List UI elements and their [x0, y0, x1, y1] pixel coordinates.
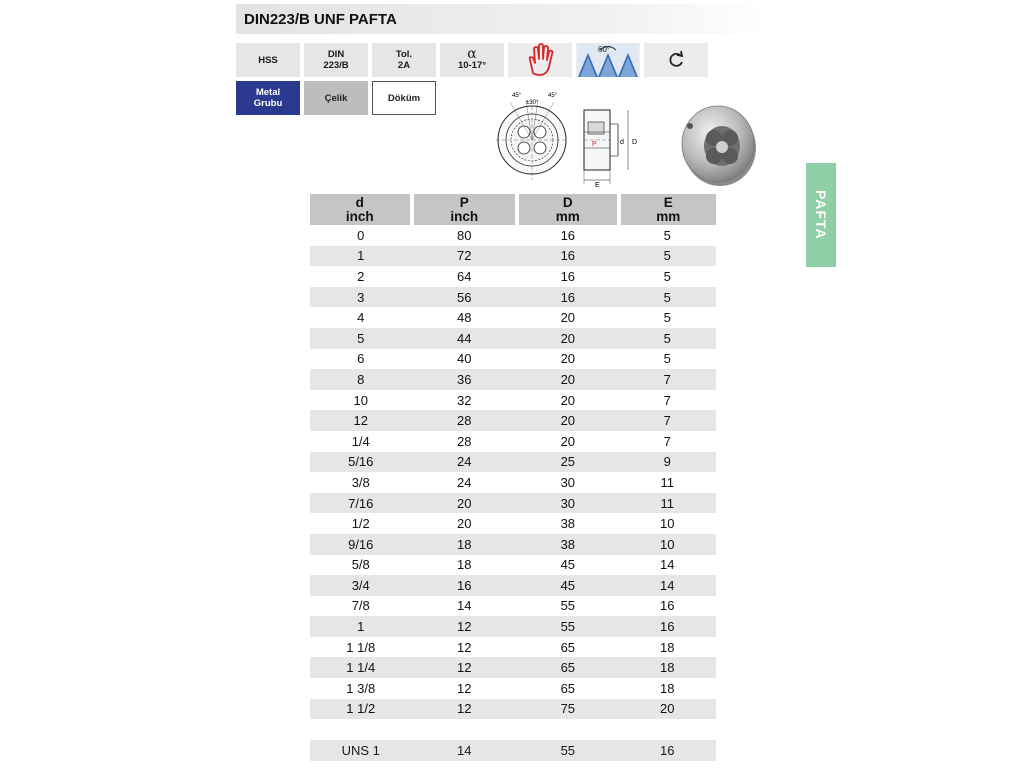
material-dokum — [372, 81, 436, 115]
header-e-label: E — [663, 194, 673, 210]
cell-p: 14 — [412, 596, 518, 617]
cell-p: 28 — [412, 431, 518, 452]
spec-tol-line2: 2A — [397, 60, 411, 71]
cell-big-d: 38 — [517, 534, 619, 555]
cell-p: 14 — [412, 740, 518, 761]
cell-p: 12 — [412, 699, 518, 720]
clockwise-rotation-icon — [666, 50, 686, 70]
spec-alpha — [440, 43, 504, 77]
cell-p: 20 — [412, 493, 518, 514]
cell-big-d: 16 — [517, 266, 619, 287]
cell-d: 1 — [310, 616, 412, 637]
cell-d: 5/16 — [310, 452, 412, 473]
cell-big-d: 65 — [517, 637, 619, 658]
cell-d: 1 1/8 — [310, 637, 412, 658]
cell-p: 40 — [412, 349, 518, 370]
cell-d: 1 3/8 — [310, 678, 412, 699]
cell-big-d: 20 — [517, 431, 619, 452]
header-p-unit: inch — [450, 208, 479, 224]
cell-e: 18 — [619, 678, 716, 699]
cell-big-d: 75 — [517, 699, 619, 720]
table-row-extra — [310, 740, 716, 761]
table-row — [310, 678, 716, 699]
drawing-label-d-big: D — [632, 139, 638, 146]
table-row — [310, 225, 716, 246]
alpha-value: 10-17° — [457, 60, 487, 71]
hand-icon — [523, 43, 557, 77]
table-row — [310, 246, 716, 267]
cell-e: 7 — [619, 390, 716, 411]
cell-big-d: 45 — [517, 555, 619, 576]
table-row — [310, 596, 716, 617]
cell-e: 7 — [619, 410, 716, 431]
table-row — [310, 699, 716, 720]
cell-p: 28 — [412, 410, 518, 431]
cell-e: 14 — [619, 555, 716, 576]
table-row — [310, 349, 716, 370]
cell-p: 56 — [412, 287, 518, 308]
cell-e: 9 — [619, 452, 716, 473]
cell-e: 14 — [619, 575, 716, 596]
drawing-label-e: E — [595, 182, 600, 188]
table-row — [310, 637, 716, 658]
cell-d: 7/8 — [310, 596, 412, 617]
header-p-label: P — [459, 194, 469, 210]
cell-d: 7/16 — [310, 493, 412, 514]
cell-e: 10 — [619, 513, 716, 534]
dimensions-table — [310, 194, 716, 719]
metal-line1: Metal — [255, 87, 281, 98]
cell-p: 24 — [412, 452, 518, 473]
table-row — [310, 390, 716, 411]
header-d-label: d — [355, 194, 364, 210]
cell-p: 12 — [412, 678, 518, 699]
cell-d: 2 — [310, 266, 412, 287]
cell-d: 5 — [310, 328, 412, 349]
cell-p: 48 — [412, 307, 518, 328]
spec-row — [236, 43, 708, 77]
spec-tol-line1: Tol. — [395, 49, 413, 60]
cell-d: 9/16 — [310, 534, 412, 555]
cell-e: 5 — [619, 349, 716, 370]
spec-material-label: HSS — [258, 54, 278, 66]
table-row — [310, 493, 716, 514]
cell-big-d: 16 — [517, 246, 619, 267]
table-row — [310, 431, 716, 452]
side-tab — [806, 163, 836, 267]
cell-big-d: 20 — [517, 390, 619, 411]
table-body — [310, 225, 716, 719]
table-row — [310, 410, 716, 431]
cell-big-d: 38 — [517, 513, 619, 534]
cell-p: 44 — [412, 328, 518, 349]
drawing-angle-right: 45° — [548, 93, 558, 99]
extra-table — [310, 740, 716, 761]
alpha-symbol: α — [467, 46, 477, 62]
cell-big-d: 45 — [517, 575, 619, 596]
cell-big-d: 20 — [517, 307, 619, 328]
die-product-photo — [678, 100, 758, 188]
cell-p: 20 — [412, 513, 518, 534]
cell-big-d: 30 — [517, 493, 619, 514]
cell-e: 16 — [619, 596, 716, 617]
table-row — [310, 555, 716, 576]
cell-big-d: 65 — [517, 657, 619, 678]
cell-e: 5 — [619, 287, 716, 308]
cell-d: UNS 1 — [310, 740, 412, 761]
table-row — [310, 472, 716, 493]
cell-e: 18 — [619, 637, 716, 658]
dokum-label: Döküm — [387, 92, 421, 104]
header-d-unit: inch — [345, 208, 374, 224]
cell-p: 72 — [412, 246, 518, 267]
title-bar — [236, 4, 770, 34]
header-p — [412, 194, 518, 225]
spec-thread — [576, 43, 640, 77]
table-row — [310, 616, 716, 637]
table-row — [310, 328, 716, 349]
cell-d: 6 — [310, 349, 412, 370]
cell-big-d: 30 — [517, 472, 619, 493]
cell-big-d: 20 — [517, 369, 619, 390]
cell-e: 5 — [619, 266, 716, 287]
cell-p: 32 — [412, 390, 518, 411]
cell-d: 1 — [310, 246, 412, 267]
cell-d: 1 1/2 — [310, 699, 412, 720]
header-e — [619, 194, 716, 225]
table-row — [310, 575, 716, 596]
cell-e: 11 — [619, 493, 716, 514]
cell-big-d: 20 — [517, 410, 619, 431]
cell-e: 10 — [619, 534, 716, 555]
cell-e: 5 — [619, 307, 716, 328]
metal-group-badge — [236, 81, 300, 115]
cell-d: 3/8 — [310, 472, 412, 493]
cell-e: 18 — [619, 657, 716, 678]
header-big-d-label: D — [562, 194, 573, 210]
spec-hand — [508, 43, 572, 77]
cell-big-d: 16 — [517, 287, 619, 308]
table-row — [310, 452, 716, 473]
thread-angle-label: 60° — [598, 45, 611, 54]
cell-d: 4 — [310, 307, 412, 328]
header-big-d-unit: mm — [555, 208, 580, 224]
spec-rotation — [644, 43, 708, 77]
cell-p: 18 — [412, 534, 518, 555]
cell-p: 12 — [412, 616, 518, 637]
header-big-d — [517, 194, 619, 225]
cell-d: 10 — [310, 390, 412, 411]
cell-big-d: 55 — [517, 616, 619, 637]
cell-e: 20 — [619, 699, 716, 720]
cell-d: 0 — [310, 225, 412, 246]
table-row — [310, 534, 716, 555]
cell-e: 16 — [619, 740, 716, 761]
spec-din-line2: 223/B — [323, 60, 349, 71]
table-header-row — [310, 194, 716, 225]
side-tab-label: PAFTA — [813, 190, 829, 240]
table-row — [310, 307, 716, 328]
table-row — [310, 513, 716, 534]
cell-d: 1/4 — [310, 431, 412, 452]
cell-p: 12 — [412, 657, 518, 678]
cell-d: 3/4 — [310, 575, 412, 596]
spec-tolerance — [372, 43, 436, 77]
cell-big-d: 20 — [517, 349, 619, 370]
cell-d: 12 — [310, 410, 412, 431]
cell-p: 80 — [412, 225, 518, 246]
cell-e: 5 — [619, 225, 716, 246]
cell-big-d: 20 — [517, 328, 619, 349]
cell-p: 12 — [412, 637, 518, 658]
cell-p: 18 — [412, 555, 518, 576]
page-title: DIN223/B UNF PAFTA — [244, 11, 397, 28]
cell-p: 64 — [412, 266, 518, 287]
cell-p: 16 — [412, 575, 518, 596]
cell-e: 16 — [619, 616, 716, 637]
header-d — [310, 194, 412, 225]
cell-e: 11 — [619, 472, 716, 493]
spec-din-line1: DIN — [327, 49, 345, 60]
cell-d: 5/8 — [310, 555, 412, 576]
cell-d: 3 — [310, 287, 412, 308]
metal-line2: Grubu — [253, 98, 283, 109]
table-row — [310, 287, 716, 308]
cell-e: 7 — [619, 431, 716, 452]
drawing-angle-mid: ±30° — [526, 100, 539, 106]
drawing-label-d-small: d — [620, 139, 624, 146]
spec-din — [304, 43, 368, 77]
cell-big-d: 65 — [517, 678, 619, 699]
header-e-unit: mm — [656, 208, 681, 224]
drawing-label-p: P — [592, 141, 597, 148]
table-row — [310, 266, 716, 287]
die-technical-drawing — [488, 88, 650, 188]
spec-material — [236, 43, 300, 77]
cell-d: 1/2 — [310, 513, 412, 534]
cell-d: 8 — [310, 369, 412, 390]
celik-label: Çelik — [324, 92, 348, 104]
cell-p: 36 — [412, 369, 518, 390]
cell-d: 1 1/4 — [310, 657, 412, 678]
cell-e: 5 — [619, 328, 716, 349]
cell-e: 5 — [619, 246, 716, 267]
material-celik — [304, 81, 368, 115]
cell-big-d: 55 — [517, 596, 619, 617]
cell-big-d: 55 — [517, 740, 619, 761]
table-row — [310, 369, 716, 390]
cell-p: 24 — [412, 472, 518, 493]
cell-e: 7 — [619, 369, 716, 390]
cell-big-d: 16 — [517, 225, 619, 246]
material-row — [236, 81, 436, 115]
table-row — [310, 657, 716, 678]
drawing-angle-left: 45° — [512, 93, 522, 99]
cell-big-d: 25 — [517, 452, 619, 473]
